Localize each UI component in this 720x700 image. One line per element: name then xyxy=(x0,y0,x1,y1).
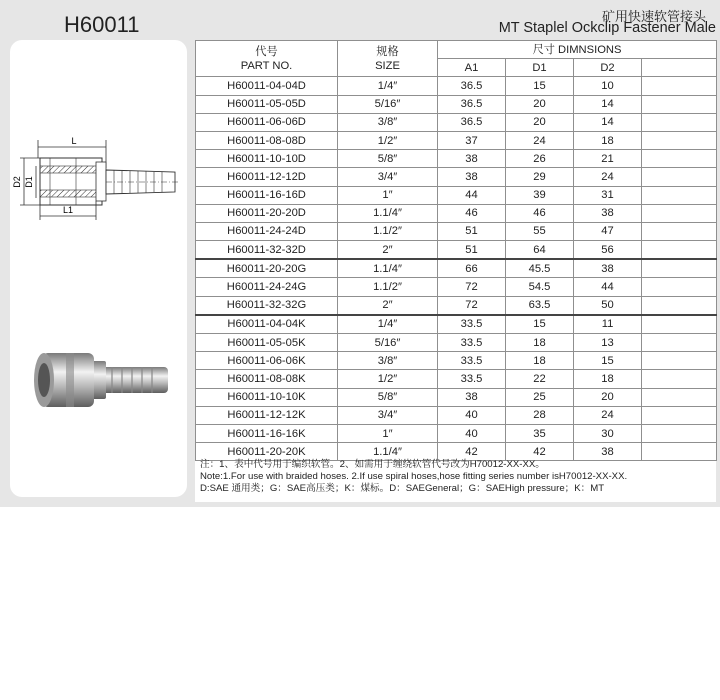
header-dimensions: 尺寸 DIMNSIONS xyxy=(438,41,717,59)
cell-part-no: H60011-20-20D xyxy=(196,204,338,222)
cell-a1: 33.5 xyxy=(438,370,506,388)
cell-size: 5/8″ xyxy=(338,150,438,168)
cell-d1: 22 xyxy=(506,370,574,388)
cell-d1: 26 xyxy=(506,150,574,168)
cell-d2: 38 xyxy=(574,443,642,461)
cell-empty xyxy=(642,186,717,204)
cell-empty xyxy=(642,334,717,352)
table-row xyxy=(196,388,717,406)
cell-empty xyxy=(642,77,717,95)
cell-d2: 11 xyxy=(574,315,642,334)
cell-part-no: H60011-08-08D xyxy=(196,131,338,149)
table-row xyxy=(196,259,717,278)
cell-part-no: H60011-06-06K xyxy=(196,352,338,370)
cell-empty xyxy=(642,131,717,149)
header-empty xyxy=(642,59,717,77)
title-chinese: 矿用快速软管接头 xyxy=(601,9,706,24)
cell-size: 2″ xyxy=(338,296,438,315)
header-d1: D1 xyxy=(506,59,574,77)
cell-empty xyxy=(642,278,717,296)
fitting-photo xyxy=(10,295,187,435)
cell-part-no: H60011-04-04D xyxy=(196,77,338,95)
header-d2: D2 xyxy=(574,59,642,77)
cell-d1: 15 xyxy=(506,77,574,95)
header-size xyxy=(338,41,438,77)
cell-a1: 40 xyxy=(438,424,506,442)
cell-d1: 39 xyxy=(506,186,574,204)
cell-size: 1.1/2″ xyxy=(338,278,438,296)
cell-part-no: H60011-05-05D xyxy=(196,95,338,113)
cell-d2: 10 xyxy=(574,77,642,95)
cell-empty xyxy=(642,204,717,222)
cell-size: 1/4″ xyxy=(338,77,438,95)
cell-a1: 42 xyxy=(438,443,506,461)
dimension-table xyxy=(195,40,716,502)
cell-empty xyxy=(642,370,717,388)
label-d1: D1 xyxy=(24,176,34,188)
cell-a1: 33.5 xyxy=(438,334,506,352)
cell-a1: 38 xyxy=(438,168,506,186)
cell-empty xyxy=(642,150,717,168)
cell-empty xyxy=(642,352,717,370)
table-row xyxy=(196,113,717,131)
table-row xyxy=(196,150,717,168)
cell-empty xyxy=(642,113,717,131)
cell-empty xyxy=(642,168,717,186)
header-part-cn: 代号 xyxy=(255,45,278,58)
cell-size: 1.1/4″ xyxy=(338,443,438,461)
product-card xyxy=(10,40,187,497)
table-row xyxy=(196,95,717,113)
cell-a1: 46 xyxy=(438,204,506,222)
cell-d2: 24 xyxy=(574,168,642,186)
cell-empty xyxy=(642,424,717,442)
cell-size: 3/8″ xyxy=(338,352,438,370)
cell-a1: 66 xyxy=(438,259,506,278)
cell-size: 5/8″ xyxy=(338,388,438,406)
header-part-no xyxy=(196,41,338,77)
cell-a1: 51 xyxy=(438,222,506,240)
header-size-en: SIZE xyxy=(375,59,400,72)
cell-d1: 18 xyxy=(506,334,574,352)
table-row xyxy=(196,241,717,260)
table-row xyxy=(196,168,717,186)
cell-d1: 18 xyxy=(506,352,574,370)
cell-a1: 36.5 xyxy=(438,113,506,131)
cell-empty xyxy=(642,95,717,113)
cell-d2: 14 xyxy=(574,95,642,113)
model-number: H60011 xyxy=(64,12,140,37)
note-line-2: Note:1.For use with braided hoses. 2.If use spiral hoses,hose fitting series number isH70012-XX-XX. xyxy=(200,471,628,482)
table-row xyxy=(196,186,717,204)
cell-empty xyxy=(642,296,717,315)
cell-a1: 33.5 xyxy=(438,352,506,370)
cell-d2: 18 xyxy=(574,131,642,149)
cell-empty xyxy=(642,222,717,240)
cell-empty xyxy=(642,315,717,334)
cell-empty xyxy=(642,241,717,260)
cell-part-no: H60011-10-10D xyxy=(196,150,338,168)
cell-a1: 38 xyxy=(438,150,506,168)
table-row xyxy=(196,77,717,95)
table-row xyxy=(196,296,717,315)
cell-d2: 38 xyxy=(574,259,642,278)
cell-d1: 20 xyxy=(506,95,574,113)
header-size-cn: 规格 xyxy=(376,45,399,58)
cell-size: 5/16″ xyxy=(338,334,438,352)
cell-d1: 24 xyxy=(506,131,574,149)
cell-size: 1″ xyxy=(338,424,438,442)
notes xyxy=(200,459,715,495)
cell-d2: 47 xyxy=(574,222,642,240)
cell-part-no: H60011-16-16D xyxy=(196,186,338,204)
cell-size: 3/4″ xyxy=(338,168,438,186)
cell-a1: 37 xyxy=(438,131,506,149)
cell-part-no: H60011-08-08K xyxy=(196,370,338,388)
header-a1: A1 xyxy=(438,59,506,77)
cell-part-no: H60011-20-20G xyxy=(196,259,338,278)
cell-d1: 45.5 xyxy=(506,259,574,278)
table-row xyxy=(196,424,717,442)
table-header-row xyxy=(196,41,717,59)
cell-size: 1/2″ xyxy=(338,370,438,388)
cell-a1: 51 xyxy=(438,241,506,260)
note-line-1: 注：1、表中代号用于编织软管。2、如需用于缠绕软管代号改为H70012-XX-XX。 xyxy=(200,459,545,470)
cell-a1: 38 xyxy=(438,388,506,406)
cell-a1: 36.5 xyxy=(438,77,506,95)
cell-size: 1.1/2″ xyxy=(338,222,438,240)
cell-part-no: H60011-05-05K xyxy=(196,334,338,352)
cell-size: 2″ xyxy=(338,241,438,260)
cell-a1: 33.5 xyxy=(438,315,506,334)
cell-d1: 42 xyxy=(506,443,574,461)
cell-empty xyxy=(642,388,717,406)
cell-size: 3/4″ xyxy=(338,406,438,424)
cell-a1: 36.5 xyxy=(438,95,506,113)
cell-part-no: H60011-04-04K xyxy=(196,315,338,334)
cell-part-no: H60011-10-10K xyxy=(196,388,338,406)
cell-part-no: H60011-24-24G xyxy=(196,278,338,296)
cell-part-no: H60011-06-06D xyxy=(196,113,338,131)
table-row xyxy=(196,204,717,222)
cell-d1: 64 xyxy=(506,241,574,260)
cell-d2: 30 xyxy=(574,424,642,442)
cell-part-no: H60011-12-12D xyxy=(196,168,338,186)
cell-d2: 44 xyxy=(574,278,642,296)
cell-d1: 29 xyxy=(506,168,574,186)
title-english: MT Staplel Ockclip Fastener Male xyxy=(498,20,716,36)
cell-d2: 20 xyxy=(574,388,642,406)
table-row xyxy=(196,278,717,296)
table-row xyxy=(196,315,717,334)
cell-a1: 72 xyxy=(438,278,506,296)
cell-d2: 31 xyxy=(574,186,642,204)
cell-d1: 46 xyxy=(506,204,574,222)
cell-a1: 72 xyxy=(438,296,506,315)
cell-d1: 55 xyxy=(506,222,574,240)
cell-d2: 38 xyxy=(574,204,642,222)
cell-a1: 40 xyxy=(438,406,506,424)
cell-empty xyxy=(642,259,717,278)
cell-d2: 15 xyxy=(574,352,642,370)
cell-d2: 50 xyxy=(574,296,642,315)
cell-size: 3/8″ xyxy=(338,113,438,131)
cell-d1: 63.5 xyxy=(506,296,574,315)
cell-d1: 28 xyxy=(506,406,574,424)
cell-d2: 24 xyxy=(574,406,642,424)
label-l: L xyxy=(71,136,77,146)
cell-part-no: H60011-20-20K xyxy=(196,443,338,461)
cell-part-no: H60011-32-32D xyxy=(196,241,338,260)
table-row xyxy=(196,370,717,388)
cell-size: 1/4″ xyxy=(338,315,438,334)
table-row xyxy=(196,406,717,424)
cell-d2: 14 xyxy=(574,113,642,131)
table-row xyxy=(196,334,717,352)
cell-a1: 44 xyxy=(438,186,506,204)
header-part-en: PART NO. xyxy=(240,59,293,72)
cell-part-no: H60011-24-24D xyxy=(196,222,338,240)
table-row xyxy=(196,352,717,370)
label-l1: L1 xyxy=(62,205,74,215)
cell-size: 1″ xyxy=(338,186,438,204)
table-row xyxy=(196,222,717,240)
cell-part-no: H60011-32-32G xyxy=(196,296,338,315)
cell-part-no: H60011-16-16K xyxy=(196,424,338,442)
note-line-3: D:SAE 通用类；G：SAE高压类；K：煤标。D：SAEGeneral；G：SAEHigh pressure；K：MT xyxy=(200,483,605,494)
cell-d1: 54.5 xyxy=(506,278,574,296)
cell-empty xyxy=(642,406,717,424)
label-d2: D2 xyxy=(12,176,22,188)
cell-size: 1/2″ xyxy=(338,131,438,149)
cell-d2: 13 xyxy=(574,334,642,352)
cell-d2: 18 xyxy=(574,370,642,388)
cell-part-no: H60011-12-12K xyxy=(196,406,338,424)
table-row xyxy=(196,131,717,149)
cell-size: 1.1/4″ xyxy=(338,204,438,222)
cell-size: 5/16″ xyxy=(338,95,438,113)
cell-d2: 21 xyxy=(574,150,642,168)
cell-d1: 20 xyxy=(506,113,574,131)
dimension-drawing xyxy=(10,40,187,240)
cell-size: 1.1/4″ xyxy=(338,259,438,278)
cell-d2: 56 xyxy=(574,241,642,260)
cell-d1: 35 xyxy=(506,424,574,442)
cell-d1: 15 xyxy=(506,315,574,334)
cell-d1: 25 xyxy=(506,388,574,406)
